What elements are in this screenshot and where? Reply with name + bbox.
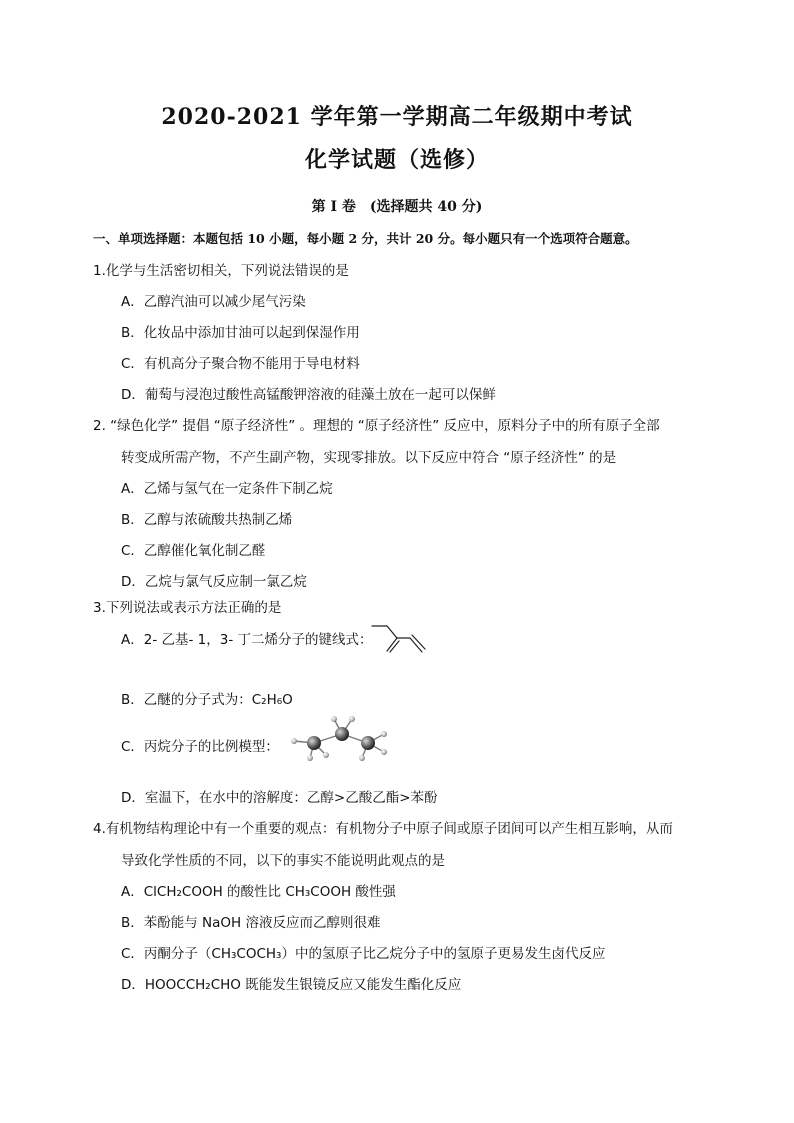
question-2-option-c: C．乙醇催化氧化制乙醛 [121, 543, 266, 559]
exam-subtitle: 化学试题（选修） [304, 147, 489, 173]
question-4-stem-line-1: 4.有机物结构理论中有一个重要的观点：有机物分子中原子间或原子团间可以产生相互影响，从而 [93, 821, 673, 837]
question-3-option-d: D．室温下，在水中的溶解度：乙醇>乙酸乙酯>苯酚 [121, 790, 438, 806]
skeletal-formula-diagram [370, 618, 430, 658]
question-3-option-a: A．2- 乙基- 1，3- 丁二烯分子的键线式： [121, 632, 373, 648]
question-2-stem-line-2: 转变成所需产物，不产生副产物，实现零排放。以下反应中符合 “原子经济性” 的是 [121, 450, 617, 466]
question-2-option-a: A．乙烯与氢气在一定条件下制乙烷 [121, 481, 333, 497]
ethyl-bond-2 [387, 626, 397, 638]
question-4-option-d: D．HOOCCH₂CHO 既能发生银镜反应又能发生酯化反应 [121, 977, 462, 993]
carbon-atoms [307, 727, 375, 750]
question-2-option-d: D．乙烷与氯气反应制一氯乙烷 [121, 574, 307, 590]
question-1-option-c: C．有机高分子聚合物不能用于导电材料 [121, 356, 360, 372]
question-2-option-b: B．乙醇与浓硫酸共热制乙烯 [121, 512, 293, 528]
question-4-option-b: B．苯酚能与 NaOH 溶液反应而乙醇则很难 [121, 915, 381, 931]
section-heading: 第 I 卷 (选择题共 40 分) [311, 199, 483, 215]
double-bond-left-b [390, 641, 399, 652]
question-3-option-c: C．丙烷分子的比例模型： [121, 739, 279, 755]
question-4-option-c: C．丙酮分子（CH₃COCH₃）中的氢原子比乙烷分子中的氢原子更易发生卤代反应 [121, 946, 606, 962]
exam-title: 2020-2021 学年第一学期高二年级期中考试 [161, 104, 633, 130]
question-1-option-a: A．乙醇汽油可以减少尾气污染 [121, 294, 306, 310]
question-1-option-d: D．葡萄与浸泡过酸性高锰酸钾溶液的硅藻土放在一起可以保鲜 [121, 387, 496, 403]
question-2-stem-line-1: 2. “绿色化学” 提倡 “原子经济性” 。理想的 “原子经济性” 反应中，原料分子中的所有原子全部 [93, 418, 660, 434]
question-4-stem-line-2: 导致化学性质的不同，以下的事实不能说明此观点的是 [121, 853, 445, 869]
question-1-option-b: B．化妆品中添加甘油可以起到保湿作用 [121, 325, 360, 341]
section-instructions: 一、单项选择题：本题包括 10 小题，每小题 2 分，共计 20 分。每小题只有一个选项符合题意。 [93, 231, 638, 246]
question-1-stem: 1.化学与生活密切相关，下列说法错误的是 [93, 263, 349, 279]
propane-model-diagram [286, 712, 390, 762]
question-4-option-a: A．ClCH₂COOH 的酸性比 CH₃COOH 酸性强 [121, 884, 396, 900]
question-3-stem: 3.下列说法或表示方法正确的是 [93, 600, 282, 616]
question-3-option-b: B．乙醚的分子式为：C₂H₆O [121, 692, 293, 708]
